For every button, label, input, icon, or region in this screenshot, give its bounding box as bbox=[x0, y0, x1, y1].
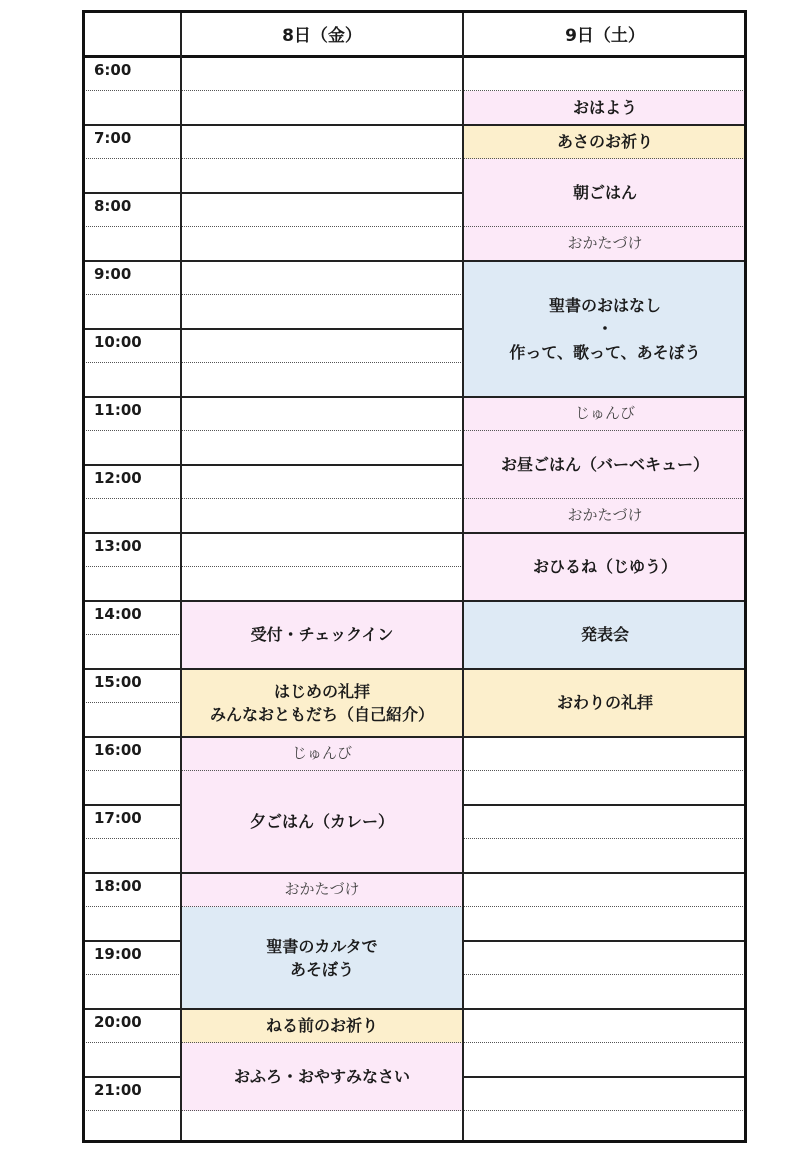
event-block bbox=[464, 669, 746, 737]
event-block bbox=[182, 1009, 462, 1043]
row-line bbox=[463, 1042, 747, 1043]
row-line bbox=[463, 600, 747, 602]
time-label: 15:00 bbox=[94, 673, 142, 691]
row-line bbox=[181, 328, 463, 330]
row-line bbox=[82, 1008, 181, 1010]
time-label: 18:00 bbox=[94, 877, 142, 895]
event-block bbox=[464, 159, 746, 227]
event-block bbox=[464, 397, 746, 431]
row-line bbox=[463, 1008, 747, 1010]
event-block bbox=[464, 227, 746, 261]
event-label: おかたづけ bbox=[567, 234, 643, 253]
row-line bbox=[463, 532, 747, 534]
event-label: 朝ごはん bbox=[572, 183, 637, 203]
row-line bbox=[82, 464, 181, 466]
row-line bbox=[82, 430, 181, 431]
event-block bbox=[182, 907, 462, 1009]
row-line bbox=[463, 1110, 747, 1111]
event-label: 聖書のおはなし ・ 作って、歌って、あそぼう bbox=[509, 296, 701, 362]
time-label: 7:00 bbox=[94, 129, 132, 147]
row-line bbox=[82, 634, 181, 635]
row-line bbox=[463, 838, 747, 839]
row-line bbox=[463, 974, 747, 975]
row-line bbox=[181, 736, 463, 738]
event-block bbox=[182, 1043, 462, 1111]
row-line bbox=[463, 498, 747, 499]
event-block bbox=[182, 771, 462, 873]
row-line bbox=[82, 226, 181, 227]
event-block bbox=[464, 533, 746, 601]
row-line bbox=[463, 804, 747, 806]
time-label: 20:00 bbox=[94, 1013, 142, 1031]
row-line bbox=[181, 1110, 463, 1111]
row-line bbox=[82, 566, 181, 567]
row-line bbox=[82, 1042, 181, 1043]
time-label: 6:00 bbox=[94, 61, 132, 79]
row-line bbox=[181, 396, 463, 398]
row-line bbox=[82, 90, 181, 91]
row-line bbox=[181, 906, 463, 907]
row-line bbox=[463, 226, 747, 227]
event-label: おわりの礼拝 bbox=[556, 693, 653, 713]
row-line bbox=[463, 906, 747, 907]
event-label: お昼ごはん（バーベキュー） bbox=[500, 455, 709, 475]
event-block bbox=[182, 601, 462, 669]
row-line bbox=[82, 668, 181, 670]
row-line bbox=[463, 396, 747, 398]
time-label: 11:00 bbox=[94, 401, 142, 419]
row-line bbox=[181, 192, 463, 194]
row-line bbox=[82, 532, 181, 534]
time-label: 13:00 bbox=[94, 537, 142, 555]
row-line bbox=[181, 600, 463, 602]
event-label: あさのお祈り bbox=[556, 132, 653, 152]
row-line bbox=[463, 430, 747, 431]
row-line bbox=[181, 1042, 463, 1043]
event-label: じゅんび bbox=[574, 404, 635, 423]
column-divider bbox=[180, 10, 182, 1143]
row-line bbox=[82, 1076, 181, 1078]
row-line bbox=[82, 736, 181, 738]
event-block bbox=[464, 125, 746, 159]
row-line bbox=[181, 158, 463, 159]
row-line bbox=[181, 430, 463, 431]
row-line bbox=[82, 294, 181, 295]
row-line bbox=[82, 940, 181, 942]
event-label: おかたづけ bbox=[567, 506, 643, 525]
time-label: 17:00 bbox=[94, 809, 142, 827]
schedule-table bbox=[82, 10, 747, 1143]
day2-header: 9日（土） bbox=[565, 26, 645, 46]
row-line bbox=[181, 294, 463, 295]
row-line bbox=[82, 158, 181, 159]
event-block bbox=[464, 431, 746, 499]
row-line bbox=[463, 1076, 747, 1078]
day1-header: 8日（金） bbox=[282, 26, 362, 46]
row-line bbox=[82, 362, 181, 363]
event-label: おひるね（じゆう） bbox=[532, 557, 677, 577]
event-label: 受付・チェックイン bbox=[250, 625, 394, 645]
time-label: 19:00 bbox=[94, 945, 142, 963]
event-block bbox=[464, 261, 746, 397]
time-label: 12:00 bbox=[94, 469, 142, 487]
row-line bbox=[82, 906, 181, 907]
event-block bbox=[182, 669, 462, 737]
row-line bbox=[82, 804, 181, 806]
row-line bbox=[82, 770, 181, 771]
event-block bbox=[182, 737, 462, 771]
row-line bbox=[463, 940, 747, 942]
row-line bbox=[82, 260, 181, 262]
row-line bbox=[82, 124, 181, 126]
event-label: 聖書のカルタで あそぼう bbox=[266, 936, 378, 979]
row-line bbox=[181, 464, 463, 466]
time-label: 9:00 bbox=[94, 265, 132, 283]
row-line bbox=[82, 328, 181, 330]
row-line bbox=[181, 1008, 463, 1010]
event-label: じゅんび bbox=[291, 744, 352, 763]
event-label: おふろ・おやすみなさい bbox=[233, 1067, 410, 1087]
row-line bbox=[82, 396, 181, 398]
event-label: おかたづけ bbox=[284, 880, 360, 899]
row-line bbox=[82, 192, 181, 194]
row-line bbox=[463, 668, 747, 670]
time-label: 10:00 bbox=[94, 333, 142, 351]
row-line bbox=[82, 1110, 181, 1111]
time-label: 14:00 bbox=[94, 605, 142, 623]
event-label: おはよう bbox=[572, 98, 637, 118]
row-line bbox=[181, 770, 463, 771]
row-line bbox=[181, 260, 463, 262]
row-line bbox=[82, 838, 181, 839]
row-line bbox=[82, 974, 181, 975]
event-label: 発表会 bbox=[580, 625, 629, 645]
time-label: 16:00 bbox=[94, 741, 142, 759]
row-line bbox=[82, 498, 181, 499]
event-label: はじめの礼拝 みんなおともだち（自己紹介） bbox=[209, 681, 434, 724]
row-line bbox=[181, 566, 463, 567]
row-line bbox=[463, 158, 747, 159]
row-line bbox=[463, 90, 747, 91]
row-line bbox=[82, 702, 181, 703]
row-line bbox=[181, 872, 463, 874]
row-line bbox=[463, 260, 747, 262]
event-block bbox=[464, 499, 746, 533]
time-label: 8:00 bbox=[94, 197, 132, 215]
event-label: 夕ごはん（カレー） bbox=[249, 812, 394, 832]
row-line bbox=[181, 668, 463, 670]
row-line bbox=[463, 770, 747, 771]
time-label: 21:00 bbox=[94, 1081, 142, 1099]
event-block bbox=[464, 91, 746, 125]
row-line bbox=[463, 736, 747, 738]
row-line bbox=[181, 498, 463, 499]
row-line bbox=[181, 532, 463, 534]
event-block bbox=[182, 873, 462, 907]
row-line bbox=[82, 872, 181, 874]
event-label: ねる前のお祈り bbox=[265, 1016, 378, 1036]
column-divider bbox=[462, 10, 464, 1143]
row-line bbox=[181, 124, 463, 126]
row-line bbox=[181, 226, 463, 227]
event-block bbox=[464, 601, 746, 669]
row-line bbox=[181, 90, 463, 91]
row-line bbox=[463, 872, 747, 874]
row-line bbox=[82, 600, 181, 602]
row-line bbox=[463, 124, 747, 126]
row-line bbox=[181, 362, 463, 363]
